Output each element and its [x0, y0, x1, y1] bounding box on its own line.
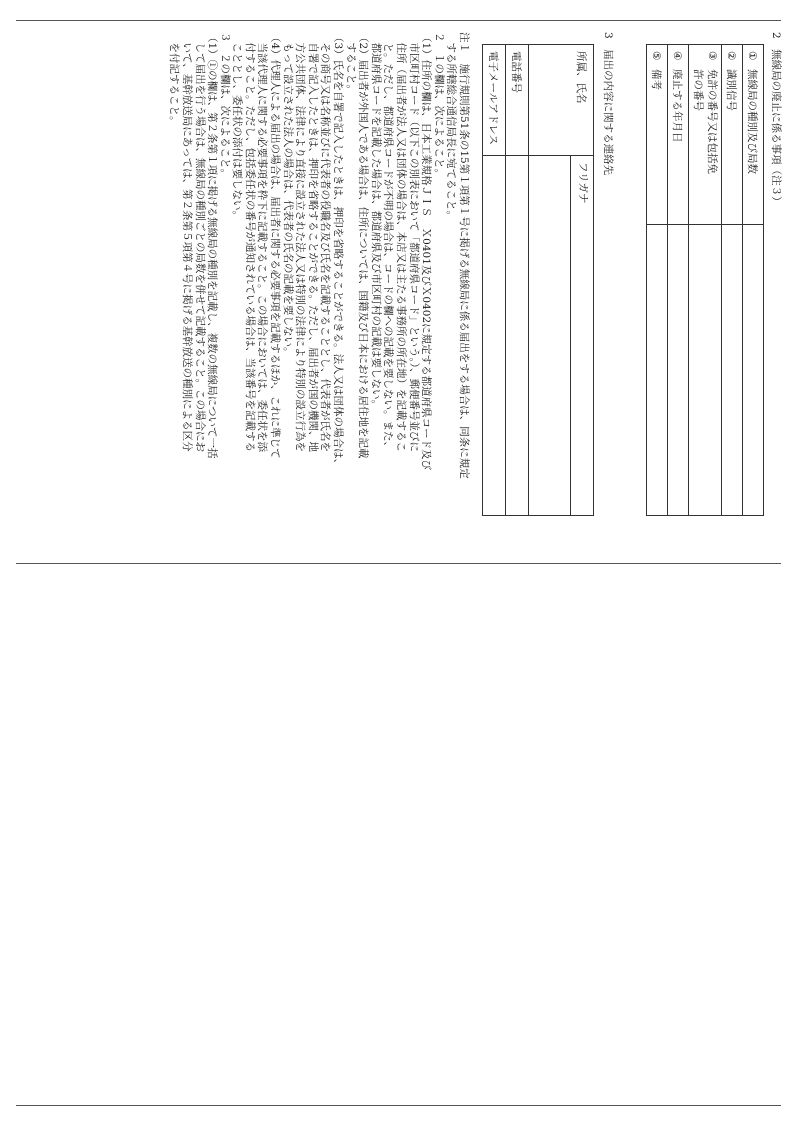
note-line: その商号又は名称並びに代表者の役職名及び氏名を記載することとし、代表者が氏名を — [319, 32, 332, 452]
row-value-field[interactable] — [743, 225, 764, 516]
note-line: （4）代理人による届出の場合は、届出者に関する必要事項を記載するほか、これに準じて — [269, 32, 282, 459]
note-line: （1）住所の欄は、日本工業規格ＪＩＳ Ｘ0401及びＸ0402に規定する都道府県コード及び — [420, 32, 433, 471]
row-label: 識別信号 — [725, 69, 738, 111]
note-line: 当該代理人に関する必要事項を枠下に記載すること。この場合においては、委任状を添 — [256, 32, 269, 452]
table-row — [668, 45, 689, 516]
row-value-field[interactable] — [647, 225, 668, 516]
row-number: ③ — [706, 51, 718, 61]
row-number: ⑤ — [650, 51, 663, 61]
note-line: する所轄総合通信局長に宛てること。 — [445, 32, 458, 221]
row-label: 廃止する年月日 — [671, 69, 684, 143]
row-label-continued: 許の番号 — [692, 69, 704, 111]
furigana-field[interactable] — [571, 156, 594, 516]
note-line: （3）氏名を自署で記入したときは、押印を省略することができる。法人又は団体の場合は、 — [332, 32, 345, 470]
row-value-field[interactable] — [722, 225, 743, 516]
top-rule — [16, 20, 781, 21]
note-line: ２ １の欄は、次によること。 — [432, 32, 445, 179]
table-row — [722, 45, 743, 516]
note-line: 付すること。ただし、包括委任状の番号が通知されている場合は、当該番号を記載する — [243, 32, 256, 452]
note-line: （1）①の欄は、第２条第１項に掲げる無線局の種別を記載し、複数の無線局について一括 — [206, 32, 219, 459]
row-label: 免許の番号又は包括免 — [706, 69, 718, 174]
note-line: もって設立された法人の場合は、代表者の氏名の記載を要しない。 — [281, 32, 294, 358]
furigana-label: フリガナ — [577, 162, 589, 204]
name-label: 所属、氏名 — [575, 51, 587, 104]
table-row — [506, 45, 529, 516]
note-line: 注１ 施行規則第51条の15第１項第１号に掲げる無線局に係る届出をする場合は、同条に規定 — [458, 32, 470, 479]
section2-heading: 2 無線局の廃止に係る事項（注３） — [770, 32, 782, 207]
section2-table — [646, 44, 764, 516]
phone-label: 電話番号 — [510, 51, 523, 93]
middle-rule — [16, 563, 781, 564]
note-line: 市区町村コード（以下この別表において「都道府県コード」という。）、郵便番号並びに — [407, 32, 420, 452]
note-line: 自署で記入したときは、押印を省略することができる。ただし、届出者が国の機関、地 — [306, 32, 319, 452]
table-row — [647, 45, 668, 516]
note-line: ３ ２の欄は、次によること。 — [218, 32, 231, 179]
note-line: こととし、委任状の添付は要しない。 — [231, 32, 244, 221]
bottom-rule — [16, 1105, 781, 1106]
table-row — [743, 45, 764, 516]
table-row — [689, 45, 722, 516]
row-number: ④ — [671, 51, 684, 61]
row-value-field[interactable] — [668, 225, 689, 516]
note-line: と。ただし、都道府県コードが不明の場合は、コードの欄への記載を要しない。また、 — [382, 32, 395, 452]
table-row — [571, 45, 594, 516]
note-line: して届出を行う場合は、無線局の種別ごとの局数を併せて記載すること。この場合にお — [193, 32, 206, 452]
email-field[interactable] — [483, 156, 506, 516]
section3-heading: 3 届出の内容に関する連絡先 — [602, 32, 614, 176]
rotated-form-page — [12, 32, 782, 562]
table-row — [483, 45, 506, 516]
note-line: を付記すること。 — [168, 32, 181, 127]
row-number: ① — [746, 51, 759, 61]
note-line: いて、基幹放送局にあっては、第２条第５項第４号に掲げる基幹放送の種別による区分 — [180, 32, 193, 452]
note-line: すること。 — [344, 32, 357, 95]
row-value-field[interactable] — [689, 225, 722, 516]
note-line: 都道府県コードを記載した場合は、都道府県及び市区町村の記載は要しない。 — [369, 32, 382, 410]
note-line: 方公共団体、法律により直接に設立された法人又は特別の法律により特別の設立行為を — [294, 32, 307, 452]
note-line: 住所（届出者が法人又は団体の場合は、本店又は主たる事務所の所在地）を記載するこ — [395, 32, 408, 452]
notes-block — [168, 32, 470, 479]
row-label: 無線局の種別及び局数 — [746, 69, 759, 174]
email-label: 電子メールアドレス — [487, 51, 500, 145]
name-field[interactable] — [529, 156, 571, 516]
note-line: （2）届出者が外国人である場合は、住所については、国籍及び日本における居住地を記載 — [357, 32, 370, 459]
row-label: 備考 — [650, 69, 663, 90]
section3-table — [482, 44, 594, 516]
row-number: ② — [725, 51, 738, 61]
phone-field[interactable] — [506, 156, 529, 516]
